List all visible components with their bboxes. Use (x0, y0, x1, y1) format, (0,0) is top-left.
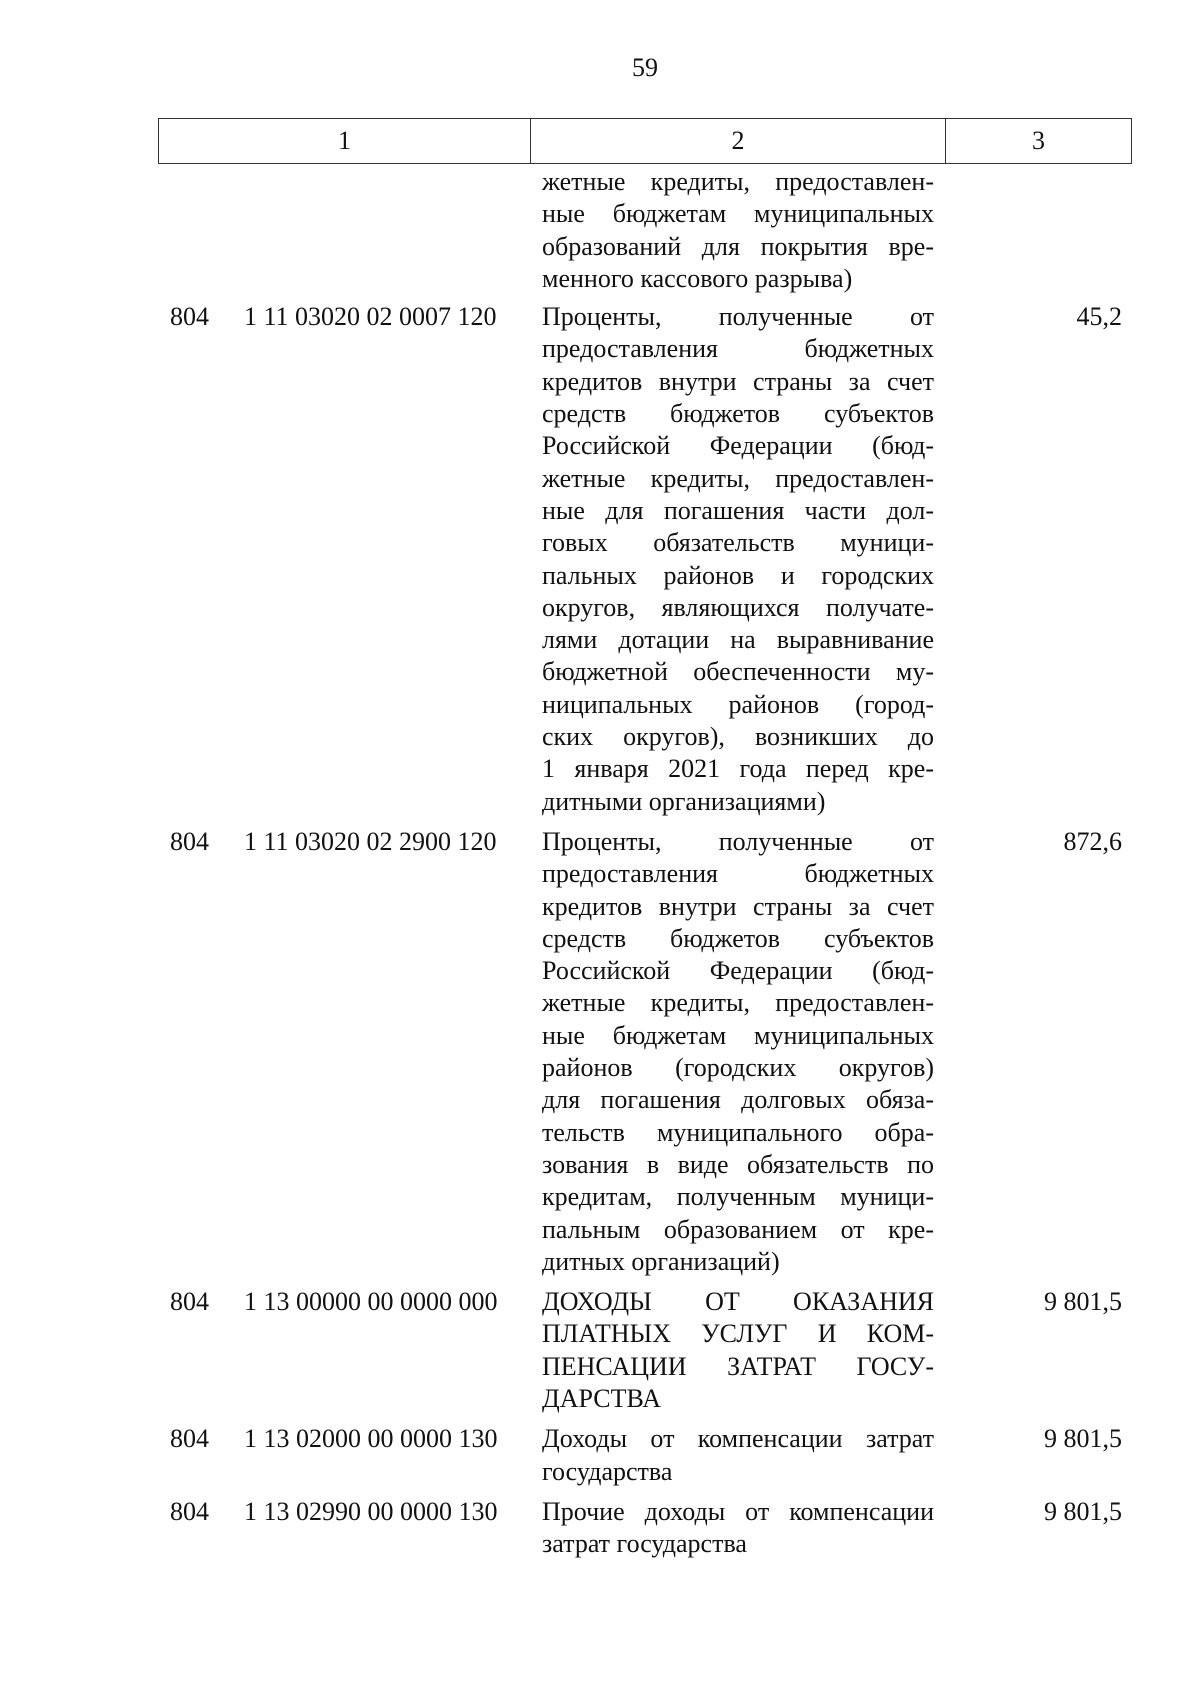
table-row (0, 1496, 1200, 1561)
description-line: тельств муниципального обра- (542, 1117, 934, 1147)
description-line: образований для покрытия вре- (542, 231, 934, 261)
amount-value: 9 801,5 (1044, 1424, 1122, 1454)
income-description (542, 1286, 934, 1415)
description-line: ниципальных районов (город- (542, 689, 934, 719)
admin-code: 804 (170, 1424, 209, 1454)
income-code: 1 11 03020 02 2900 120 (244, 826, 497, 856)
description-line: Российской Федерации (бюд- (542, 956, 934, 986)
header-col-2: 2 (531, 119, 946, 163)
header-col-3: 3 (1032, 126, 1045, 155)
description-line: Доходы от компенсации затрат (542, 1424, 934, 1454)
description-line: кредитов внутри страны за счет (542, 891, 934, 921)
description-line: лями дотации на выравнивание (542, 625, 934, 655)
table-row (0, 1286, 1200, 1415)
description-line: округов, являющихся получате- (542, 592, 934, 622)
amount-value: 9 801,5 (1044, 1287, 1122, 1317)
description-line: дитными организациями) (542, 786, 826, 816)
income-description (542, 1423, 934, 1488)
description-line: Проценты, полученные от (542, 826, 934, 856)
description-line: 1 января 2021 года перед кре- (542, 754, 934, 784)
income-description (542, 826, 934, 1278)
admin-code: 804 (170, 1496, 209, 1526)
table-row (0, 301, 1200, 818)
description-line: ПЕНСАЦИИ ЗАТРАТ ГОСУ- (542, 1351, 934, 1381)
admin-code: 804 (170, 1287, 209, 1317)
description-line: ПЛАТНЫХ УСЛУГ И КОМ- (542, 1319, 934, 1349)
income-description (542, 166, 934, 295)
table-row (0, 826, 1200, 1278)
table-row (0, 166, 1200, 295)
description-line: средств бюджетов субъектов (542, 923, 934, 953)
description-line: говых обязательств муници- (542, 528, 934, 558)
description-line: районов (городских округов) (542, 1053, 934, 1083)
income-code: 1 13 02000 00 0000 130 (244, 1424, 498, 1454)
amount-value: 45,2 (1076, 302, 1122, 332)
page-number: 59 (632, 53, 658, 82)
description-line: пальным образованием от кре- (542, 1214, 934, 1244)
description-line: жетные кредиты, предоставлен- (542, 988, 934, 1018)
description-line: предоставления бюджетных (542, 334, 934, 364)
table-header (158, 118, 1132, 164)
table-body (0, 166, 1200, 1560)
description-line: затрат государства (542, 1529, 747, 1559)
admin-code: 804 (170, 826, 209, 856)
description-line: кредитов внутри страны за счет (542, 366, 934, 396)
description-line: менного кассового разрыва) (542, 263, 853, 293)
description-line: государства (542, 1456, 673, 1486)
description-line: пальных районов и городских (542, 560, 934, 590)
description-line: бюджетной обеспеченности му- (542, 657, 934, 687)
description-line: дитных организаций) (542, 1246, 780, 1276)
amount-value: 9 801,5 (1044, 1496, 1122, 1526)
description-line: ные для погашения части дол- (542, 495, 934, 525)
income-description (542, 301, 934, 818)
admin-code: 804 (170, 302, 209, 332)
income-code: 1 11 03020 02 0007 120 (244, 302, 497, 332)
header-col-1: 1 (159, 119, 531, 163)
description-line: ные бюджетам муниципальных (542, 199, 934, 229)
amount-value: 872,6 (1063, 826, 1122, 856)
description-line: Прочие доходы от компенсации (542, 1496, 934, 1526)
description-line: для погашения долговых обяза- (542, 1085, 934, 1115)
description-line: жетные кредиты, предоставлен- (542, 167, 934, 196)
description-line: жетные кредиты, предоставлен- (542, 463, 934, 493)
table-row (0, 1423, 1200, 1488)
description-line: ДОХОДЫ ОТ ОКАЗАНИЯ (542, 1287, 934, 1317)
description-line: Российской Федерации (бюд- (542, 431, 934, 461)
description-line: зования в виде обязательств по (542, 1149, 934, 1179)
description-line: ные бюджетам муниципальных (542, 1020, 934, 1050)
description-line: Проценты, полученные от (542, 302, 934, 332)
description-line: предоставления бюджетных (542, 859, 934, 889)
income-description (542, 1496, 934, 1561)
income-code: 1 13 02990 00 0000 130 (244, 1496, 498, 1526)
description-line: средств бюджетов субъектов (542, 399, 934, 429)
description-line: кредитам, полученным муници- (542, 1182, 934, 1212)
description-line: ДАРСТВА (542, 1383, 661, 1413)
description-line: ских округов), возникших до (542, 722, 934, 752)
income-code: 1 13 00000 00 0000 000 (244, 1287, 498, 1317)
